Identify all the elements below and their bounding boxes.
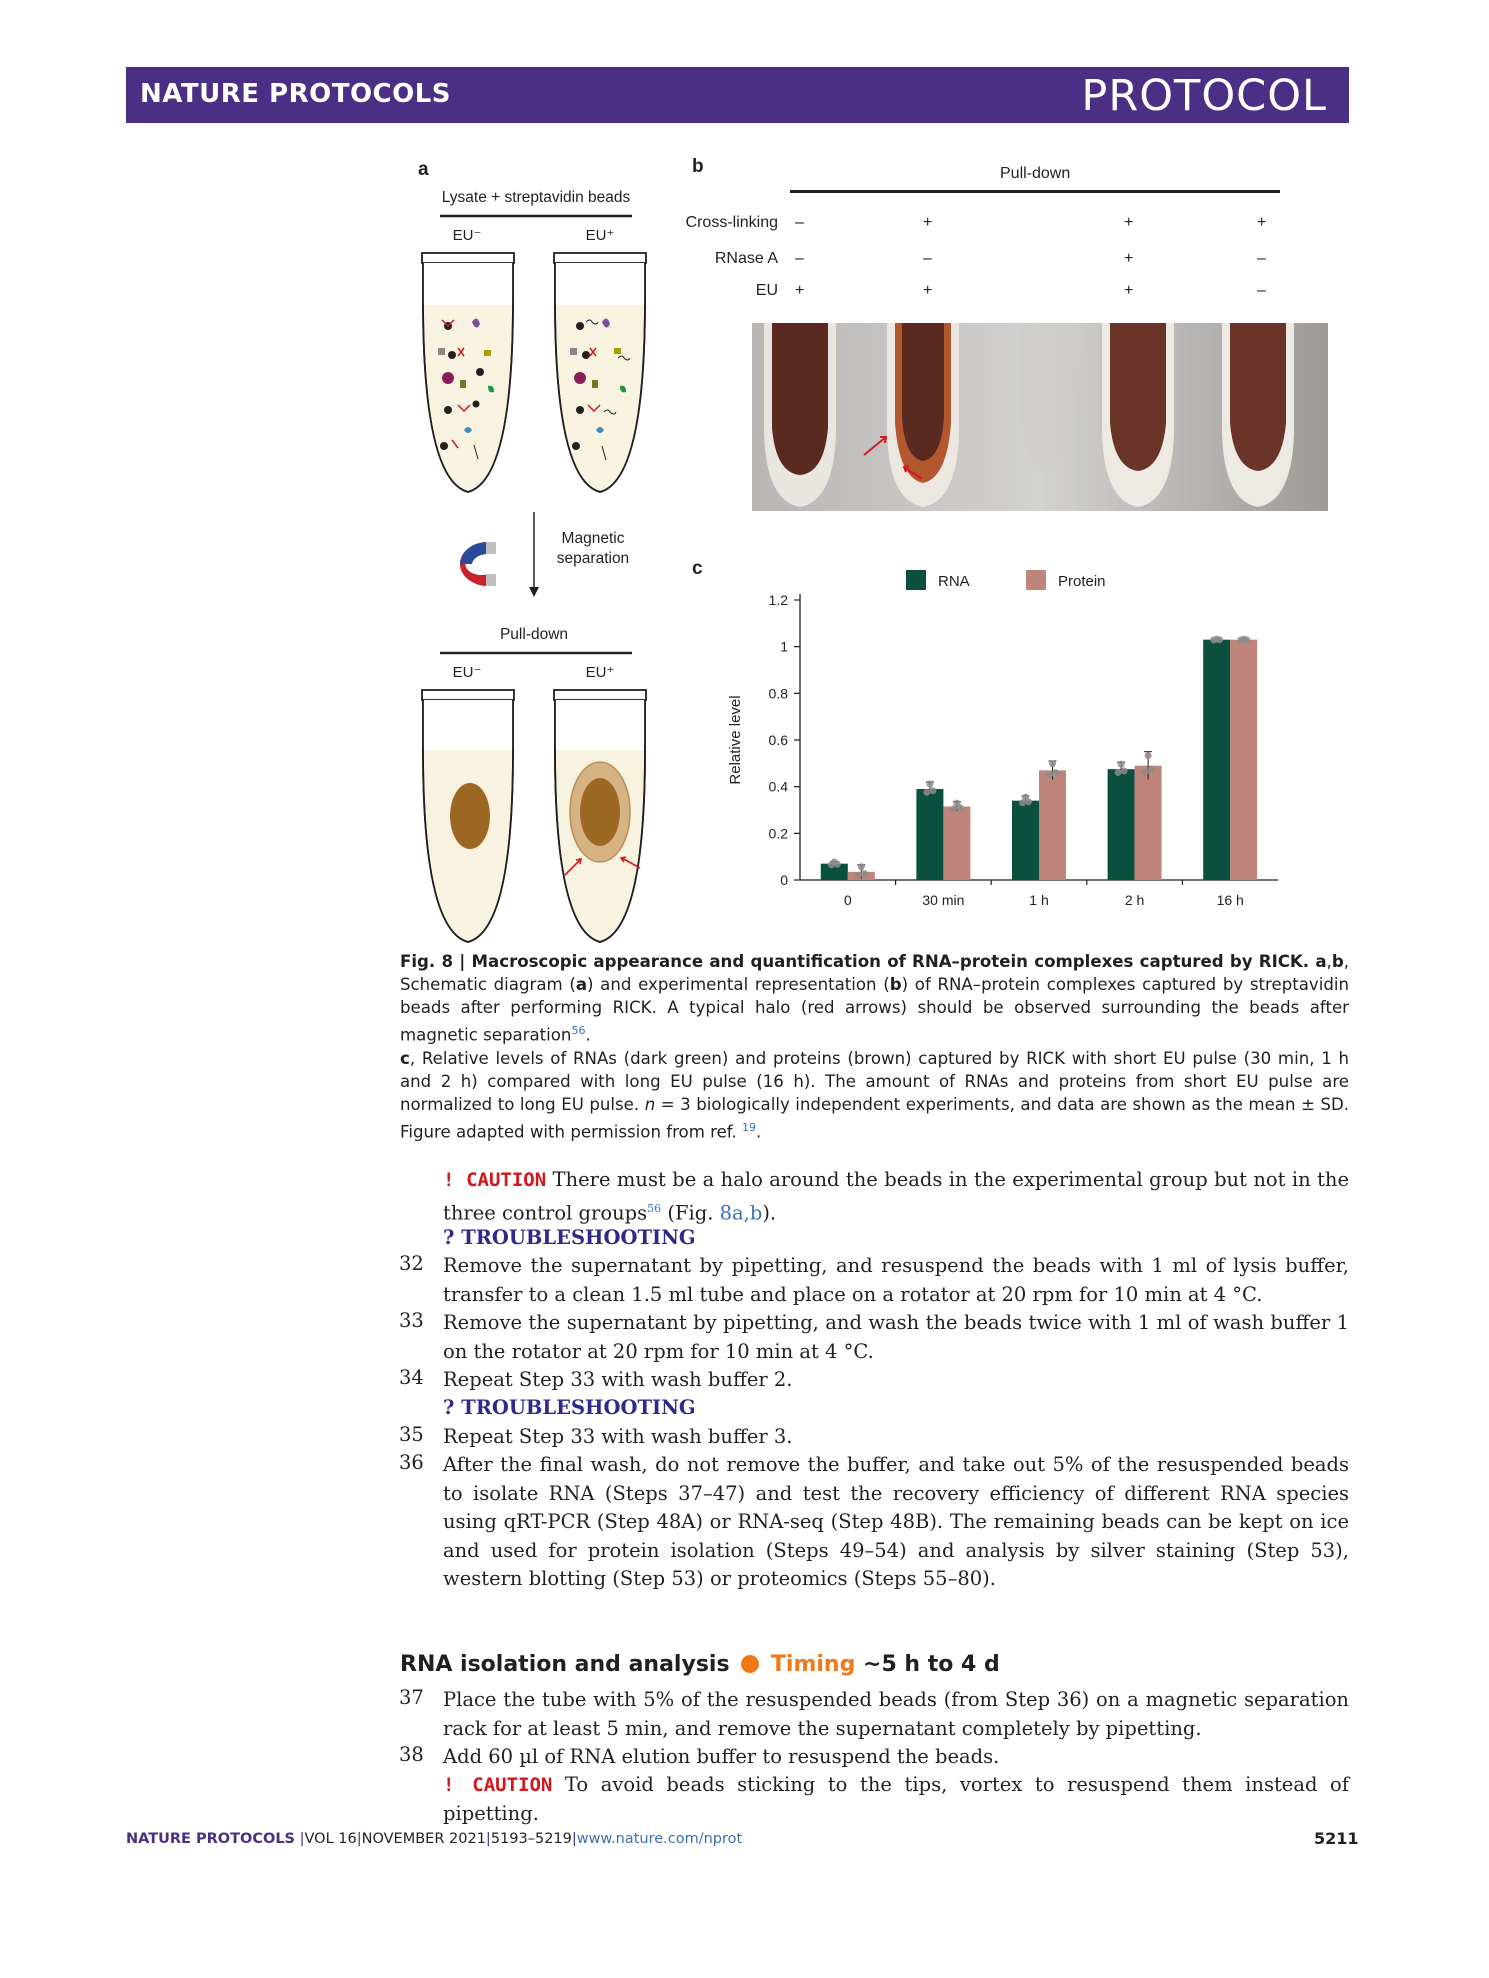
caption-text: ) and experimental representation ( <box>587 975 890 994</box>
y-tick-label: 0.6 <box>768 732 788 748</box>
photo-tube-5 <box>1222 323 1294 507</box>
replicate-dot <box>956 804 963 811</box>
replicate-dot <box>1148 766 1155 773</box>
sign-cell: + <box>1124 282 1134 299</box>
caption-bold: a <box>1309 952 1327 971</box>
footer-volume: VOL 16 <box>304 1831 357 1847</box>
timing-dot-icon <box>741 1655 759 1673</box>
tube-eu-plus-label: EU⁺ <box>585 227 615 244</box>
tube-eu-minus-label: EU⁻ <box>452 227 482 244</box>
bar-protein <box>943 807 970 881</box>
bead-pellet <box>450 783 490 849</box>
x-tick-label: 30 min <box>922 892 965 908</box>
step-number: 33 <box>399 1309 424 1332</box>
bar-protein <box>1135 766 1162 880</box>
step-text: Repeat Step 33 with wash buffer 3. <box>443 1425 793 1448</box>
caption-text: = 3 biologically independent experiments, and data are shown as the mean ± SD. Figure adapted with permission from ref. <box>400 1094 1349 1142</box>
panel-a-schematic <box>400 150 670 950</box>
timing-label: Timing <box>770 1652 856 1677</box>
reference-link[interactable]: 56 <box>571 1024 586 1037</box>
replicate-dot <box>1121 767 1128 774</box>
replicate-dot <box>1216 636 1223 643</box>
timing-value: ~5 h to 4 d <box>863 1652 1000 1677</box>
row-label-eu: EU <box>755 282 778 299</box>
caption-bold: a <box>575 975 588 994</box>
journal-name: NATURE PROTOCOLS <box>140 79 452 109</box>
replicate-dot <box>855 872 862 879</box>
caution-text: (Fig. <box>661 1201 720 1224</box>
sign-cell: + <box>1124 250 1134 267</box>
caption-title: Fig. 8 | Macroscopic appearance and quantification of RNA–protein complexes captured by RICK. <box>400 952 1310 971</box>
replicate-dot <box>926 780 933 787</box>
tube-photo <box>752 323 1328 511</box>
caution-note-2 <box>443 1771 1349 1828</box>
step-number: 34 <box>399 1366 424 1389</box>
y-tick-label: 0 <box>780 872 788 888</box>
y-tick-label: 0.2 <box>768 825 788 842</box>
caution-text: To avoid beads sticking to the tips, vortex to resuspend them instead of pipetting. <box>443 1773 1349 1825</box>
bar-rna <box>1203 640 1230 880</box>
arrow-head-icon <box>529 587 539 597</box>
magnetic-label: Magnetic <box>561 530 625 547</box>
replicate-dot <box>1049 760 1056 767</box>
x-tick-label: 0 <box>843 892 852 908</box>
step-number: 35 <box>399 1423 424 1446</box>
row-label-crosslinking: Cross-linking <box>685 214 778 231</box>
sign-cell: – <box>1257 250 1266 267</box>
tube-eu-plus-top <box>554 253 646 492</box>
tube-eu-plus-bottom <box>554 690 646 942</box>
step-number: 32 <box>399 1252 424 1275</box>
panel-b-pulldown-line <box>790 190 1280 193</box>
caption-text: , <box>1326 952 1332 971</box>
sign-cell: + <box>795 282 805 299</box>
figure-caption <box>400 950 1349 1143</box>
photo-tube-4 <box>1102 323 1174 507</box>
separation-label: separation <box>556 550 630 567</box>
figure-link[interactable]: 8a,b <box>719 1201 763 1224</box>
step-number: 37 <box>399 1686 424 1709</box>
photo-tube-1 <box>764 323 836 507</box>
sign-cell: + <box>1124 214 1134 231</box>
footer-pages: 5193–5219 <box>490 1831 572 1847</box>
caption-bold: b <box>1331 952 1344 971</box>
reference-link[interactable]: 19 <box>741 1120 756 1134</box>
y-tick-label: 0.4 <box>768 778 788 795</box>
step-text: Add 60 µl of RNA elution buffer to resuspend the beads. <box>443 1745 1000 1768</box>
footer-journal: NATURE PROTOCOLS <box>126 1831 296 1847</box>
caution-text: There must be a halo around the beads in the experimental group but not in the three control groups <box>443 1168 1350 1224</box>
replicate-dot <box>861 870 868 877</box>
pulldown-label: Pull-down <box>499 626 569 643</box>
panel-b-pulldown-label: Pull-down <box>1000 165 1071 182</box>
panel-c-letter: c <box>692 558 703 579</box>
legend-label-protein: Protein <box>1058 573 1106 590</box>
tube-eu-plus-label-2: EU⁺ <box>585 664 615 681</box>
caution-label: ! CAUTION <box>443 1169 547 1191</box>
caption-text: . <box>755 1122 762 1142</box>
footer-date: NOVEMBER 2021 <box>361 1831 486 1847</box>
sign-cell: + <box>923 214 933 231</box>
caption-bold: b <box>889 975 902 994</box>
bar-rna <box>1108 769 1135 880</box>
replicate-dot <box>923 789 930 796</box>
replicate-dot <box>1118 761 1125 768</box>
bar-protein <box>1039 770 1066 880</box>
photo-tube-2 <box>887 323 959 507</box>
tube-eu-minus-top <box>422 253 514 492</box>
replicate-dot <box>1025 798 1032 805</box>
step-number: 36 <box>399 1451 424 1474</box>
caption-text: ) of RNA–protein complexes captured by streptavidin beads after performing RICK. A typical halo (red arrows) should be observed surrounding the beads after magnetic separation <box>400 975 1349 1045</box>
footer-citation: NATURE PROTOCOLS |VOL 16|NOVEMBER 2021|5193–5219|www.nature.com/nprot <box>126 1831 743 1847</box>
caption-text: , Schematic diagram ( <box>400 952 1349 994</box>
bar-chart <box>720 560 1300 920</box>
legend-label-rna: RNA <box>938 573 970 590</box>
troubleshooting-link[interactable]: ? TROUBLESHOOTING <box>443 1226 696 1249</box>
article-type: PROTOCOL <box>1081 71 1327 121</box>
sign-cell: – <box>923 250 932 267</box>
row-label-rnase: RNase A <box>714 250 778 267</box>
panel-b-letter: b <box>692 156 704 177</box>
reference-link[interactable]: 56 <box>647 1201 662 1215</box>
magnet-icon <box>460 542 496 586</box>
sign-cell: + <box>1257 214 1267 231</box>
y-tick-label: 1.2 <box>768 592 788 608</box>
caution-label: ! CAUTION <box>443 1774 553 1796</box>
sign-cell: – <box>795 250 804 267</box>
caption-text: . <box>585 1025 591 1045</box>
sign-cell: – <box>1257 282 1266 299</box>
panel-a-lysate-label: Lysate + streptavidin beads <box>441 189 631 206</box>
journal-header-bar <box>126 67 1349 123</box>
tube-eu-minus-label-2: EU⁻ <box>452 664 482 681</box>
step-text: Remove the supernatant by pipetting, and resuspend the beads with 1 ml of lysis buffer, transfer to a clean 1.5 ml tube and place on a rotator at 20 rpm for 10 min at 4 °C. <box>443 1254 1349 1306</box>
caution-text: ). <box>762 1201 777 1224</box>
replicate-dot <box>858 863 865 870</box>
bar-rna <box>1012 801 1039 880</box>
caption-bold: c <box>400 1048 410 1068</box>
sign-cell: – <box>795 214 804 231</box>
replicate-dot <box>929 787 936 794</box>
replicate-dot <box>1142 769 1149 776</box>
x-tick-label: 1 h <box>1029 892 1049 908</box>
bar-rna <box>916 789 943 880</box>
step-text: Remove the supernatant by pipetting, and wash the beads twice with 1 ml of wash buffer 1 on the rotator at 20 rpm for 10 min at 4 °C. <box>443 1311 1349 1363</box>
page-number: 5211 <box>1314 1829 1359 1848</box>
bead-pellet <box>580 778 620 846</box>
caution-note-1 <box>443 1166 1349 1228</box>
sign-cell: + <box>923 282 933 299</box>
troubleshooting-link[interactable]: ? TROUBLESHOOTING <box>443 1396 696 1419</box>
x-tick-label: 16 h <box>1216 892 1244 908</box>
y-axis-label: Relative level <box>727 695 744 785</box>
caption-text: , Relative levels of RNAs (dark green) and proteins (brown) captured by RICK with short EU pulse (30 min, 1 h and 2 h) compared with long EU pulse (16 h). The amount of RNAs and proteins from short EU pulse are normalized to long EU pulse. <box>400 1048 1349 1114</box>
replicate-dot <box>1115 769 1122 776</box>
legend-swatch-rna <box>906 570 926 590</box>
y-tick-label: 1 <box>780 638 788 655</box>
section-heading <box>400 1652 1000 1677</box>
replicate-dot <box>834 861 841 868</box>
replicate-dot <box>1243 636 1250 643</box>
step-number: 38 <box>399 1743 424 1766</box>
section-title: RNA isolation and analysis <box>400 1652 730 1677</box>
replicate-dot <box>1052 769 1059 776</box>
x-tick-label: 2 h <box>1124 892 1145 908</box>
step-text: Repeat Step 33 with wash buffer 2. <box>443 1368 793 1391</box>
bar-protein <box>1230 640 1257 880</box>
legend-swatch-protein <box>1026 570 1046 590</box>
panel-a-letter: a <box>418 159 429 180</box>
caption-italic: n <box>644 1094 656 1114</box>
step-text: Place the tube with 5% of the resuspended beads (from Step 36) on a magnetic separation rack for at least 5 min, and remove the supernatant completely by pipetting. <box>443 1688 1349 1740</box>
replicate-dot <box>1046 771 1053 778</box>
step-text: After the final wash, do not remove the buffer, and take out 5% of the resuspended beads to isolate RNA (Steps 37–47) and test the recovery efficiency of different RNA species using qRT-PCR (Step 48A) or RNA-seq (Step 48B). The remaining beads can be kept on ice and used for protein isolation (Steps 49–54) and analysis by silver staining (Step 53), western blotting (Step 53) or proteomics (Steps 55–80). <box>443 1453 1349 1590</box>
footer-url-link[interactable]: www.nature.com/nprot <box>576 1831 743 1847</box>
replicate-dot <box>1145 752 1152 759</box>
tube-eu-minus-bottom <box>422 690 514 942</box>
y-tick-label: 0.8 <box>768 685 788 702</box>
